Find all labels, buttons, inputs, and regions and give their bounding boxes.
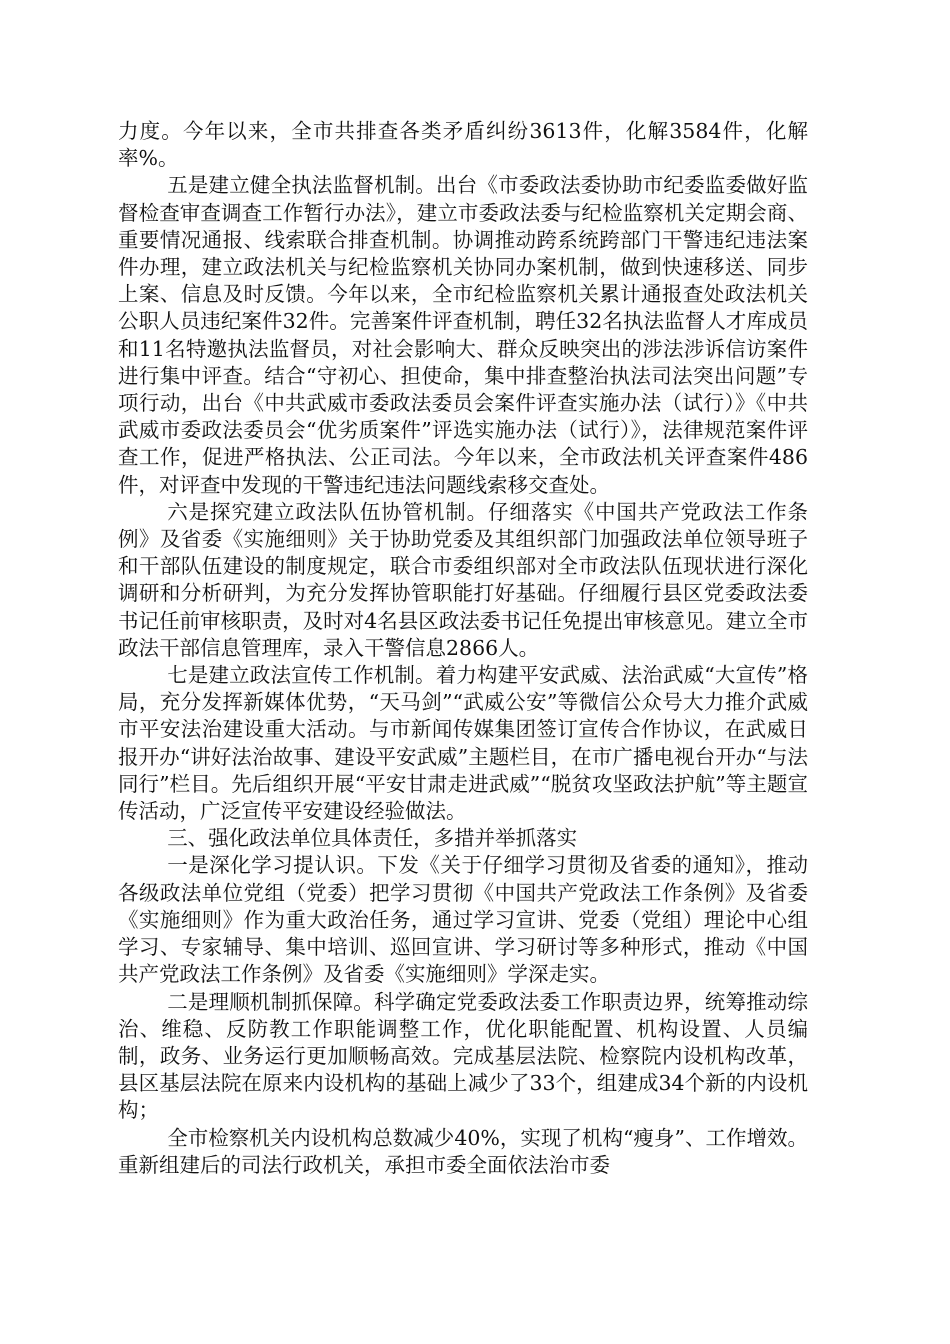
paragraph-mechanism-guarantee: 二是理顺机制抓保障。科学确定党委政法委工作职责边界，统筹推动综治、维稳、反防教工作职能调整工作，优化职能配置、机构设置、人员编制，政务、业务运行更加顺畅高效。完成基层法院、检察院内设机构改革，县区基层法院在原来内设机构的基础上减少了33个，组建成34个新的内设机构； — [118, 989, 808, 1123]
paragraph-team-co-management: 六是探究建立政法队伍协管机制。仔细落实《中国共产党政法工作条例》及省委《实施细则》关于协助党委及其组织部门加强政法单位领导班子和干部队伍建设的制度规定，联合市委组织部对全市政法队伍现状进行深化调研和分析研判，为充分发挥协管职能打好基础。仔细履行县区党委政法委书记任前审核职责，及时对4名县区政法委书记任免提出审核意见。建立全市政法干部信息管理库，录入干警信息2866人。 — [118, 499, 808, 660]
paragraph-enforcement-supervision: 五是建立健全执法监督机制。出台《市委政法委协助市纪委监委做好监督检查审查调查工作暂行办法》，建立市委政法委与纪检监察机关定期会商、重要情况通报、线索联合排查机制。协调推动跨系统跨部门干警违纪违法案件办理，建立政法机关与纪检监察机关协同办案机制，做到快速移送、同步上案、信息及时反馈。今年以来，全市纪检监察机关累计通报查处政法机关公职人员违纪案件32件。完善案件评查机制，聘任32名执法监督人才库成员和11名特邀执法监督员，对社会影响大、群众反映突出的涉法涉诉信访案件进行集中评查。结合“守初心、担使命，集中排查整治执法司法突出问题”专项行动，出台《中共武威市委政法委员会案件评查实施办法（试行）》《中共武威市委政法委员会“优劣质案件”评选实施办法（试行）》，法律规范案件评查工作，促进严格执法、公正司法。今年以来，全市政法机关评查案件486件，对评查中发现的干警违纪违法问题线索移交查处。 — [118, 173, 808, 497]
document-page — [118, 118, 808, 1179]
paragraph-procuratorate-reform: 全市检察机关内设机构总数减少40%，实现了机构“瘦身”、工作增效。重新组建后的司法行政机关，承担市委全面依法治市委 — [118, 1125, 808, 1177]
paragraph-study-awareness: 一是深化学习提认识。下发《关于仔细学习贯彻及省委的通知》，推动各级政法单位党组（党委）把学习贯彻《中国共产党政法工作条例》及省委《实施细则》作为重大政治任务，通过学习宣讲、党委（党组）理论中心组学习、专家辅导、集中培训、巡回宣讲、学习研讨等多种形式，推动《中国共产党政法工作条例》及省委《实施细则》学深走实。 — [118, 853, 808, 987]
paragraph-publicity-mechanism: 七是建立政法宣传工作机制。着力构建平安武威、法治武威“大宣传”格局，充分发挥新媒体优势，“天马剑”“武威公安”等微信公众号大力推介武威市平安法治建设重大活动。与市新闻传媒集团签订宣传合作协议，在武威日报开办“讲好法治故事、建设平安武威”主题栏目，在市广播电视台开办“与法同行”栏目。先后组织开展“平安甘肃走进武威”“脱贫攻坚政法护航”等主题宣传活动，广泛宣传平安建设经验做法。 — [118, 663, 808, 824]
section-heading: 三、强化政法单位具体责任，多措并举抓落实 — [167, 826, 578, 851]
paragraph-continuation: 力度。今年以来，全市共排查各类矛盾纠纷3613件，化解3584件，化解率%。 — [118, 119, 808, 171]
